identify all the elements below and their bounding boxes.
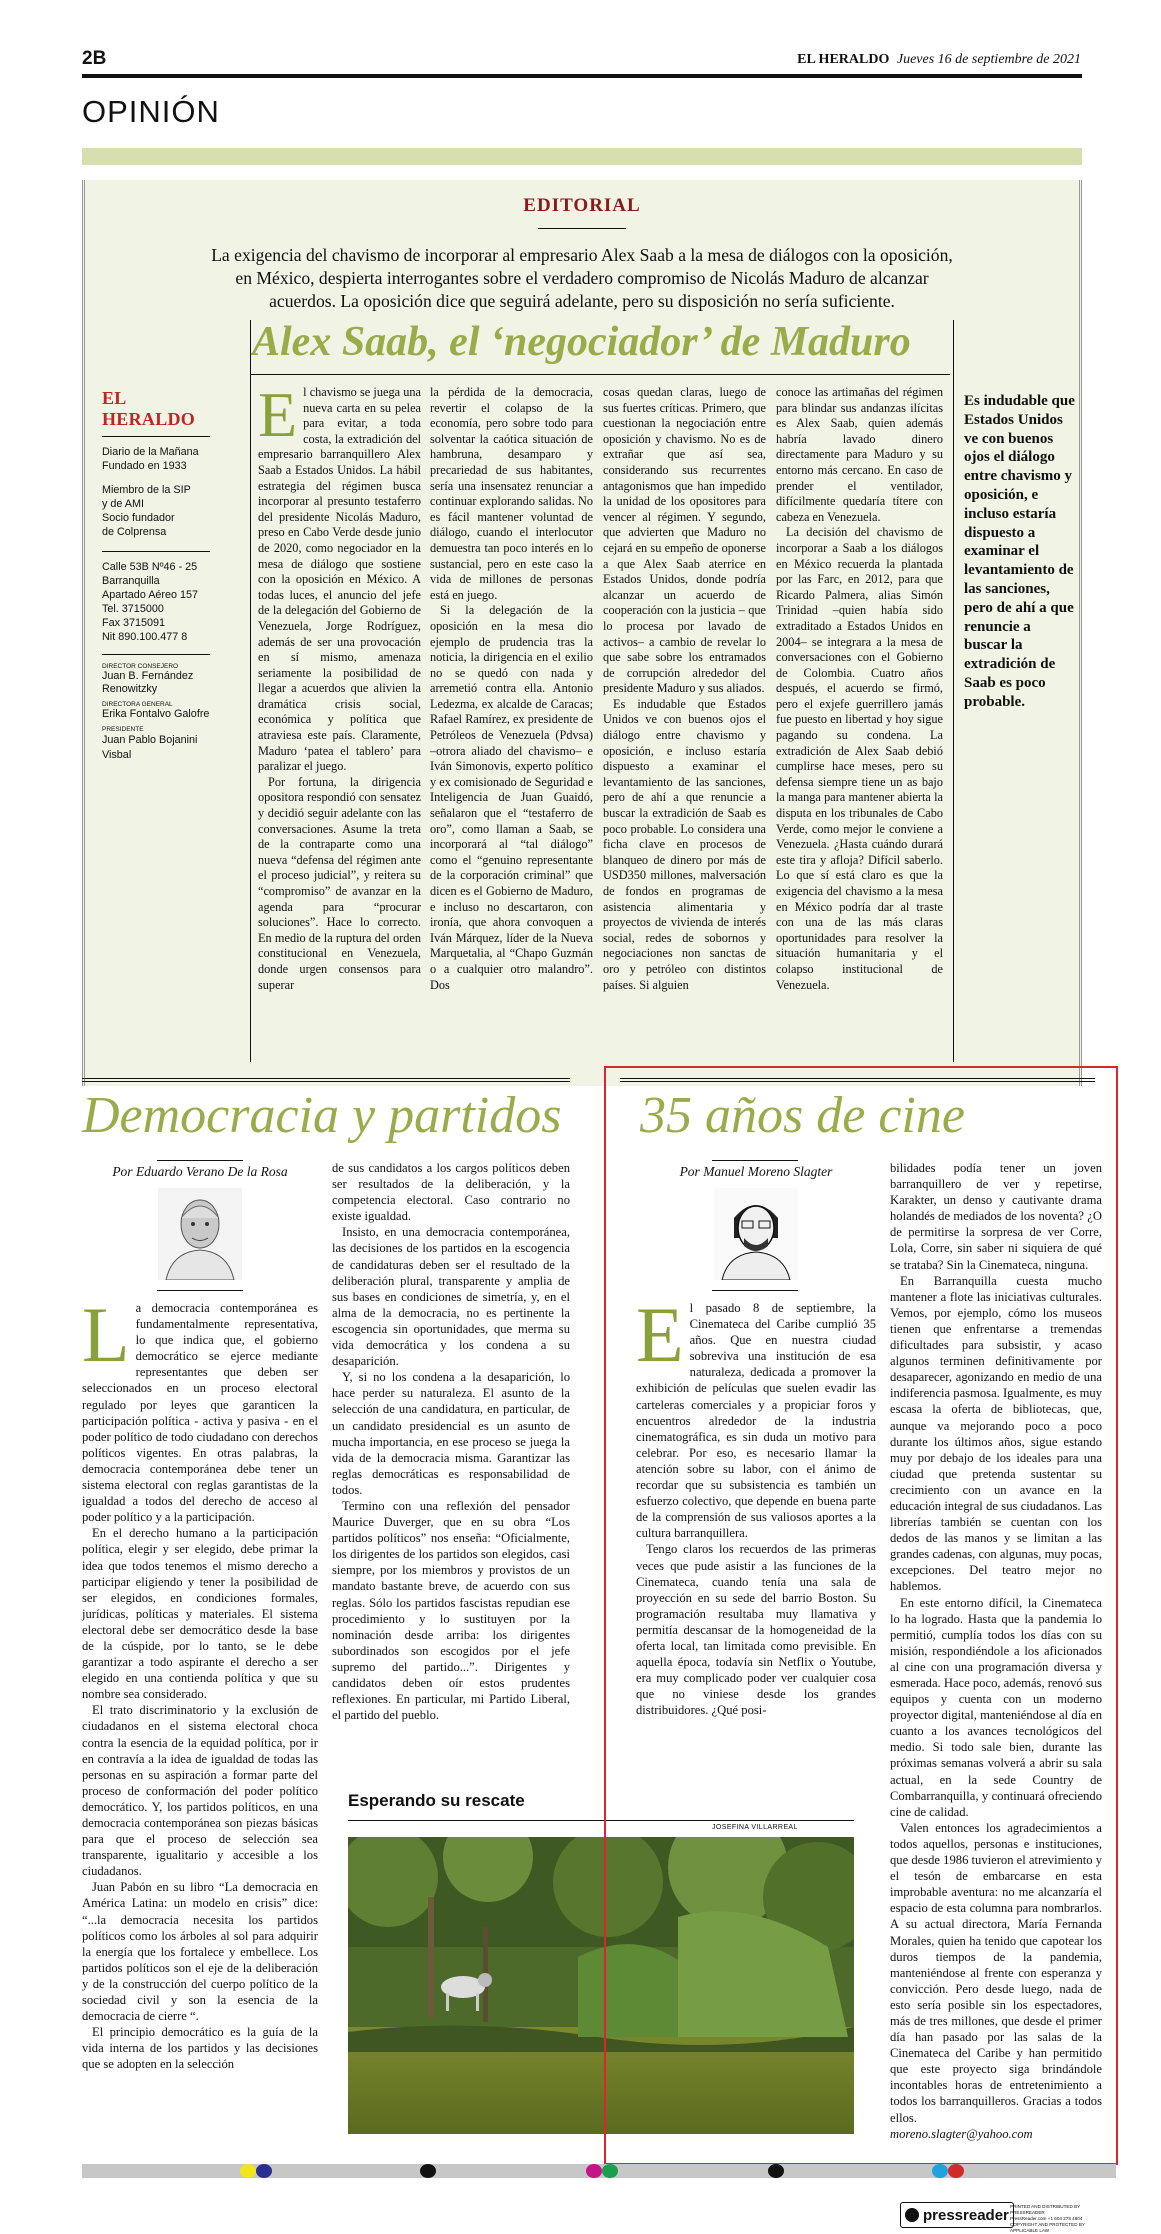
editorial-headline: Alex Saab, el ‘negociador’ de Maduro xyxy=(252,319,911,365)
paragraph: bilidades podía tener un joven barranquillero de ver y repetirse, Karakter, un denso y cautivante drama holandés de mediados de los noventa? ¿O de permitirse la sorpresa de ver Corre, Lola, Corre, sin saber ni siquiera de qué se trataba? Sin la Cinemateca, ninguna. xyxy=(890,1161,1102,1272)
pressreader-name: pressreader xyxy=(923,2206,1009,2224)
masthead-line: y de AMI xyxy=(102,498,145,510)
printed-by: PRINTED AND DISTRIBUTED BY PRESSREADER xyxy=(1010,2204,1081,2215)
registration-dot-black xyxy=(420,2164,436,2178)
president-name: Juan Pablo Bojanini Visbal xyxy=(102,734,198,761)
masthead-rule-2 xyxy=(102,551,210,552)
registration-dot-yellow xyxy=(240,2164,256,2178)
paragraph: En este entorno difícil, la Cinemateca lo ha logrado. Hasta que la pandemia lo permitió, cumplía todos los días con su misión, respondiéndole a los aficionados al cine con una programación diversa y esmerada. Hace poco, además, renovó sus equipos y cuenta con un moderno proyector digital, manteniéndose al día en cuanto a los avances tecnológicos del medio. Si todo sale bien, durante las próximas semanas volverá a abrir su sala actual, en la sede Country de Combarranquilla, y continuará ofreciendo cine de calidad. xyxy=(890,1595,1102,1819)
democracia-byline-rule xyxy=(157,1160,243,1161)
masthead-rule-3 xyxy=(102,654,210,655)
paragraph: Y, si no los condena a la desaparición, lo hace perder su naturaleza. El asunto de la selección de una candidatura, en particular, de un candidato presidencial es un asunto de mucha importancia, en ese proceso se juega la vida de la democracia misma. Garantizar las reglas democráticas es responsabilidad de todos. xyxy=(332,1370,570,1497)
masthead-line: de Colprensa xyxy=(102,526,167,538)
masthead-line: Nit 890.100.477 8 xyxy=(102,631,188,643)
director-name: Juan B. Fernández Renowitzky xyxy=(102,670,194,695)
gm-name: Erika Fontalvo Galofre xyxy=(102,708,210,720)
registration-dot-blue xyxy=(256,2164,272,2178)
author-photo xyxy=(158,1188,242,1280)
paragraph: conoce las artimañas del régimen para blindar sus andanzas ilícitas es Alex Saab, quien además habría lavado dinero directamente para Maduro y su entorno más cercano. En caso de prender el ventilador, difícilmente quedaría títere con cabeza en Venezuela. xyxy=(776,385,943,524)
editorial-col-1 xyxy=(258,379,421,993)
masthead-line: Diario de la Mañana xyxy=(102,446,199,458)
author-email: moreno.slagter@yahoo.com xyxy=(890,2126,1033,2141)
cine-title: 35 años de cine xyxy=(640,1087,965,1144)
cine-col-2 xyxy=(890,1160,1102,2142)
masthead-line: Fax 3715091 xyxy=(102,617,166,629)
registration-dot-red xyxy=(948,2164,964,2178)
masthead-line: Fundado en 1933 xyxy=(102,460,187,472)
masthead-info-3 xyxy=(102,560,222,644)
pressreader-site: PressReader.com +1 604 278 4604 xyxy=(1010,2216,1083,2221)
paragraph: En el derecho humano a la participación política, elegir y ser elegido, debe primar la idea que todos tenemos el mismo derecho a participar eligiendo y tener la posibilidad de ser elegidos, en condiciones formales, jurídicas, políticas y materiales. El sistema electoral debe ser democrático desde la base de la cúspide, por lo tanto, se le debe garantizar a todo aspirante el derecho a ser elegido en una contienda política y que su nombre sea considerado. xyxy=(82,1526,318,1702)
democracia-photo-rule xyxy=(157,1290,243,1291)
cine-dropcap: E xyxy=(636,1291,684,1378)
masthead xyxy=(102,388,222,763)
paragraph: Si la delegación de la oposición en la mesa dio ejemplo de prudencia tras la noticia, la dirigencia en el exilio no se quedó con nada y arremetió contra ella. Antonio Ledezma, ex alcalde de Caracas; Rafael Ramírez, ex presidente de Petróleos de Venezuela (Pdvsa) –otrora aliado del chavismo– e Iván Simonovis, experto político y ex comisionado de Seguridad e Inteligencia de Juan Guaidó, señalaron que el “testaferro de oro”, como llaman a Saab, se incorporará al “tal diálogo” como el “genuino representante de la corporación criminal” que dicen es el Gobierno de Maduro, e incluso no descartaron, con ironía, que ahora convoquen a Iván Márquez, líder de la Nueva Marquetalia, al “Chapo Guzmán o a cualquier otro malandro”. Dos xyxy=(430,603,593,992)
paragraph: Valen entonces los agradecimientos a todos aquellos, personas e instituciones, que desde 1986 tuvieron el atrevimiento y el tesón de embarcarse en esta improbable aventura: no me alcanzaría el espacio de esta columna para nombrarlos. A su actual directora, María Fernanda Morales, quien ha tenido que capotear los duros tiempos de la pandemia, manteniéndose al frente con esperanza y convicción. Pero desde luego, nada de esto sería posible sin los espectadores, más de tres millones, que desde el primer día han pasado por las salas de la Cinemateca del Caribe y han permitido que este proyecto siga brindándole incontables horas de entretenimiento a todos los barranquilleros. Gracias a todos ellos. xyxy=(890,1820,1102,2125)
header-rule xyxy=(82,74,1082,78)
democracia-top-rule xyxy=(82,1078,570,1079)
page-date: Jueves 16 de septiembre de 2021 xyxy=(896,52,1081,67)
cine-top-rule-2 xyxy=(620,1081,1095,1082)
paragraph: cosas quedan claras, luego de sus fuertes críticas. Primero, que cuestionan la negociación entre oposición y chavismo. No es de extrañar que así sea, considerando sus recurrentes antagonismos que han impedido la unidad de los opositores para vencer al régimen. Y segundo, que advierten que Maduro no cejará en su empeño de oponerse a que Alex Saab aterrice en Estados Unidos, donde podría alcanzar un acuerdo de cooperación con la justicia – que lo procesa por lavado de activos– a cambio de revelar lo que sabe sobre los entramados de corrupción alrededor del presidente Maduro y sus aliados. xyxy=(603,385,766,696)
cine-byline-rule xyxy=(712,1160,798,1161)
paragraph: l pasado 8 de septiembre, la Cinemateca del Caribe cumplió 35 años. Que en nuestra ciudad sobreviva una institución de esa naturaleza, dedicada a promover la exhibición de películas que suelen evadir las carteleras comerciales y a propiciar foros y encuentros alrededor de la industria cinematográfica, es sin duda un motivo para celebrar. Por eso, es necesario llamar la atención sobre su labor, con el ánimo de recordar que su subsistencia es también un esfuerzo colectivo, que depende en buena parte de la comprensión de sus valiosos aportes a la cultura barranquillera. xyxy=(636,1301,876,1541)
editorial-col-3 xyxy=(603,385,766,993)
cine-byline: Por Manuel Moreno Slagter xyxy=(679,1164,833,1179)
editorial-pullquote: Es indudable que Estados Unidos ve con buenos ojos el diálogo entre chavismo y oposición, e incluso estaría dispuesto a examinar el levantamiento de las sanciones, pero de ahí a que renuncie a buscar la extradición de Saab es poco probable. xyxy=(964,393,1075,710)
registration-dot-cyan xyxy=(932,2164,948,2178)
page-number: 2B xyxy=(82,48,107,69)
gm-label: DIRECTORA GENERAL xyxy=(102,701,173,708)
director-label: DIRECTOR CONSEJERO xyxy=(102,663,179,670)
section-bar xyxy=(82,148,1082,165)
section-title: OPINIÓN xyxy=(82,94,220,129)
democracia-dropcap: L xyxy=(82,1291,130,1378)
registration-dot-black-2 xyxy=(768,2164,784,2178)
democracia-col-2 xyxy=(332,1160,570,1723)
photo-title: Esperando su rescate xyxy=(348,1791,525,1810)
paragraph: Es indudable que Estados Unidos ve con buenos ojos el diálogo entre chavismo y oposición, e incluso estaría dispuesto a examinar el levantamiento de las sanciones, pero de ahí a que renuncie a buscar la extradición de Saab es poco probable. Lo considera una ficha clave en procesos de blanqueo de dinero por más de USD350 millones, malversación de fondos en programas de asistencia alimentaria y proyectos de vivienda de interés social, redes de sobornos y negociaciones non sanctas de oro y petróleo con distintos países. Si alguien xyxy=(603,696,766,992)
header-right xyxy=(797,52,1081,68)
masthead-info-2 xyxy=(102,483,222,539)
registration-dot-green xyxy=(602,2164,618,2178)
masthead-logo: EL HERALDO xyxy=(102,388,196,429)
masthead-line: Tel. 3715000 xyxy=(102,603,164,615)
paragraph: Por fortuna, la dirigencia opositora respondió con sensatez y decidió seguir adelante con las conversaciones. Asume la treta de la contraparte como una nueva “defensa del régimen ante el proceso judicial”, y reitera su “compromiso” de avanzar en la agenda para “procurar soluciones”. Hace lo correcto. En medio de la ruptura del orden constitucional en Venezuela, donde urgen consensos para superar xyxy=(258,774,421,992)
paragraph: la pérdida de la democracia, revertir el colapso de la economía, pero sobre todo para solventar la caótica situación de hambruna, desamparo y precariedad de sus habitantes, sería una insensatez renunciar a continuar explorando salidas. No es fácil mantener voluntad de diálogo, cuando el interlocutor demuestra tan poco interés en lo sustancial, pero en este caso la vida de millones de personas está en juego. xyxy=(430,385,593,602)
paper-name: EL HERALDO xyxy=(797,52,890,67)
paragraph: a democracia contemporánea es fundamentalmente representativa, lo que indica que, el gobierno democrático se ejerce mediante representantes que deben ser seleccionados en un proceso electoral regulado por leyes que garanticen la participación política - activa y pasiva - en el poder político de todo ciudadano con derechos políticos vigentes. En otras palabras, la democracia contemporánea debe tener un sistema electoral con reglas garantistas de la igualdad a todos del derecho de acceso al poder político y a la participación. xyxy=(82,1301,318,1525)
editorial-label: EDITORIAL xyxy=(523,195,641,216)
democracia-title: Democracia y partidos xyxy=(82,1087,562,1144)
paragraph: Juan Pabón en su libro “La democracia en América Latina: un modelo en crisis” dice: “...la democracia necesita los partidos políticos como los árboles al sol para adquirir la energía que los fortalece y embellece. Los partidos políticos son el eje de la deliberación y de la construcción del cuerpo político de la sociedad civil y son la esencia de la democracia de cierre “. xyxy=(82,1880,318,2024)
editorial-label-rule xyxy=(538,228,626,229)
democracia-top-rule-2 xyxy=(82,1081,570,1082)
democracia-col-1 xyxy=(82,1291,318,2073)
cine-author-illustration xyxy=(714,1188,798,1280)
editorial-dropcap: E xyxy=(258,379,298,450)
masthead-line: Barranquilla xyxy=(102,575,160,587)
paragraph: Insisto, en una democracia contemporánea, las decisiones de los partidos en la escogencia de candidaturas deben ser el resultado de la deliberación plural, transparente y amplia de sus bases en condiciones de simetría, y, en el alma de la democracia, no es pertinente la escogencia sin oportunidades, que merma su vida democrática y los condena a su desaparición. xyxy=(332,1225,570,1369)
cine-top-rule xyxy=(620,1078,1095,1079)
paragraph: de sus candidatos a los cargos políticos deben ser resultados de la deliberación, y la competencia electoral. Caso contrario no existe igualdad. xyxy=(332,1161,570,1224)
pressreader-icon xyxy=(905,2208,919,2222)
editorial-col-2 xyxy=(430,385,593,993)
editorial-deck: La exigencia del chavismo de incorporar al empresario Alex Saab a la mesa de diálogos con la oposición, en México, despierta interrogantes sobre el verdadero compromiso de Nicolás Maduro de alcanzar acuerdos. La oposición dice que seguirá adelante, pero su disposición no sería suficiente. xyxy=(211,245,953,311)
cine-col-1 xyxy=(636,1291,876,1718)
president-label: PRESIDENTE xyxy=(102,726,144,733)
editorial-col-rule-right xyxy=(953,320,954,1062)
editorial-col-rule-left xyxy=(250,320,251,1062)
democracia-byline: Por Eduardo Verano De la Rosa xyxy=(112,1164,288,1179)
paragraph: l chavismo se juega una nueva carta en su pelea para evitar, a toda costa, la extradición del empresario barranquillero Alex Saab a Estados Unidos. La hábil estrategia del régimen busca incorporar al presunto testaferro del presidente Nicolás Maduro, preso en Cabo Verde desde junio de 2020, como negociador en la mesa de diálogo que sostiene con la oposición en México. A todas luces, el anuncio del jefe de la delegación del Gobierno de Venezuela, Jorge Rodríguez, además de ser una provocación en sí mismo, amenaza seriamente la posibilidad de llegar a acuerdos que alivien la dramática crisis social, económica y política que atraviesa este país. Claramente, Maduro ‘patea el tablero’ para paralizar el juego. xyxy=(258,385,421,774)
paragraph: Tengo claros los recuerdos de las primeras veces que pude asistir a las funciones de la Cinemateca, cuando tenía una sala de proyección en su sede del barrio Boston. Su programación resultaba muy llamativa y permitía descansar de la homogeneidad de la oferta local, tan limitada como previsible. En aquella época, todavía sin Netflix o Youtube, era muy complicado poder ver cualquier cosa que no viniese desde los grandes distribuidores. ¿Qué posi- xyxy=(636,1542,876,1718)
editorial-col-4 xyxy=(776,385,943,993)
masthead-rule-1 xyxy=(102,436,210,437)
paragraph: La decisión del chavismo de incorporar a Saab a los diálogos en México recuerda la plantada por las Farc, en 2012, para que Ricardo Palmera, alias Simón Trinidad –quien había sido extraditado a Estados Unidos en 2004– se integrara a la mesa de conversaciones con el Gobierno de Colombia. Cuatro años después, el acuerdo se firmó, pero el exjefe guerrillero jamás fue puesto en libertad y hoy sigue pagando su condena. La extradición de Alex Saab debió cumplirse hace meses, pero su defensa siempre tiene un as bajo la manga para mantener abierta la disputa en los tribunales de Cabo Verde, como mejor le conviene a Venezuela. ¿Hasta cuándo durará este tira y afloja? Difícil saberlo. Lo que sí está claro es que la exigencia del chavismo a la mesa en México podría dar al traste con una de las más claras oportunidades para resolver la situación humanitaria y el colapso institucional de Venezuela. xyxy=(776,525,943,992)
paragraph: Termino con una reflexión del pensador Maurice Duverger, que en su obra “Los partidos políticos” nos enseña: “Oficialmente, los dirigentes de los partidos son elegidos, casi siempre, por los miembros y provistos de un mandato bastante breve, de acuerdo con sus reglas. Sólo los partidos fascistas repudian ese procedimiento y lo sustituyen por la nominación desde arriba: los dirigentes subordinados son escogidos por el jefe supremo del partido...”. Dirigentes y candidatos deben oír estos prudentes reflexiones. En particular, mi Partido Liberal, el partido del pueblo. xyxy=(332,1498,570,1723)
editorial-headline-rule xyxy=(250,374,950,375)
paragraph: En Barranquilla cuesta mucho mantener a flote las iniciativas culturales. Vemos, por ejemplo, cómo los museos tienen que enfrentarse a tremendas dificultades para subsistir, y acaso algunos terminen definitivamente por desaparecer, agonizando en medio de una indiferencia pasmosa. Igualmente, es muy escasa la oferta de bibliotecas, que, aunque va mejorando poco a poco durante los últimos años, sigue estando muy por debajo de los ideales para una ciudad que pretenda sustentar su crecimiento con un avance en la educación integral de sus ciudadanos. Las librerías también se cuentan con los dedos de las manos y se limitan a las grandes cadenas, con algunas, muy pocas, excepciones. Del teatro mejor no hablemos. xyxy=(890,1273,1102,1594)
paragraph: El principio democrático es la guía de la vida interna de los partidos y las decisiones que se adopten en la selección xyxy=(82,2025,318,2072)
masthead-line: Apartado Aéreo 157 xyxy=(102,589,199,601)
cine-photo-rule xyxy=(712,1290,798,1291)
masthead-info-1 xyxy=(102,445,222,473)
registration-dot-magenta xyxy=(586,2164,602,2178)
copyright: COPYRIGHT AND PROTECTED BY APPLICABLE LAW xyxy=(1010,2222,1085,2233)
masthead-line: Miembro de la SIP xyxy=(102,484,191,496)
pressreader-info xyxy=(1010,2204,1092,2234)
masthead-line: Socio fundador xyxy=(102,512,175,524)
masthead-line: Calle 53B Nº46 - 25 xyxy=(102,561,198,573)
paragraph: El trato discriminatorio y la exclusión de ciudadanos en el sistema electoral choca contra la esencia de la equidad política, por ir en contravía a la idea de igualdad de todas las personas en su aspiración a formar parte del proceso de conformación del poder político democrático. Y, los partidos políticos, en una democracia contemporánea son piezas básicas para que el proceso de selección sea transparente, igualitario y accesible a los ciudadanos. xyxy=(82,1703,318,1879)
pressreader-logo[interactable] xyxy=(900,2202,1014,2228)
photo-credit: JOSEFINA VILLARREAL xyxy=(712,1824,798,1831)
